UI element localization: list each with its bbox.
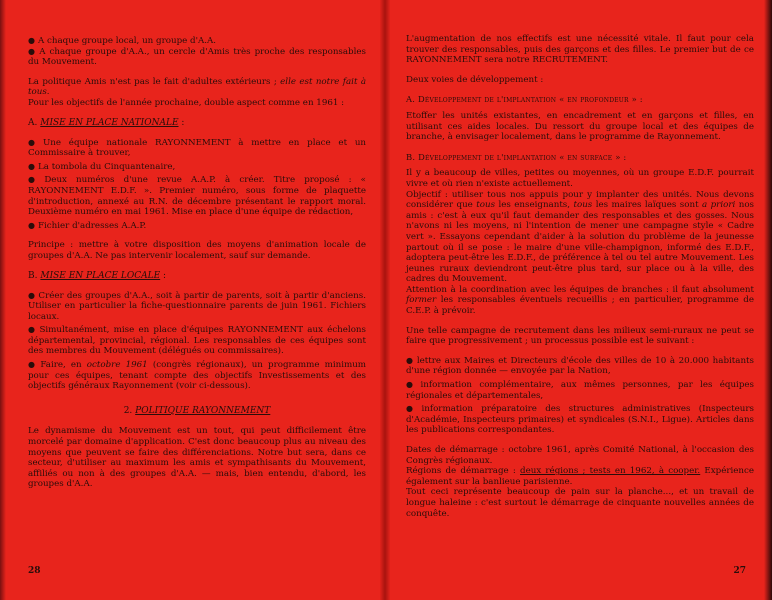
- text-span: Objectif : utiliser tous nos appuis pour y implanter des unités. Nous devons considérer que: [406, 189, 754, 211]
- italic-span: tous: [476, 200, 496, 211]
- paragraph-augmentation: L'augmentation de nos effectifs est une nécessité vitale. Il faut pour cela trouver des responsables, puis des garçons et des filles. Le premier but de ce RAYONNEMENT sera notre RECRUTEMENT.: [406, 34, 754, 66]
- section-heading-b: [28, 271, 366, 282]
- bullet-text: lettre aux Maires et Directeurs d'école des villes de 10 à 20.000 habitants d'une région donnée — envoyée par la Nation,: [406, 355, 755, 377]
- bullet-text: Simultanément, mise en place d'équipes RAYONNEMENT aux échelons départemental, provincial, régional. Les responsables de ces équipes sont des membres du Mouvement (délégués ou commissaires).: [28, 325, 366, 357]
- section-heading-a: [28, 118, 366, 129]
- heading-prefix: A.: [28, 117, 38, 128]
- list-item: ● Créer des groupes d'A.A., soit à partir de parents, soit à partir d'anciens. Utiliser en particulier la fiche-questionnaire parents de juin 1961. Fichiers locaux.: [28, 290, 366, 322]
- subheading-b: B. Développement de l'implantation « en surface » :: [406, 151, 627, 162]
- paragraph-principe: Principe : mettre à votre disposition des moyens d'animation locale de groupes d'A.A. Ne pas intervenir localement, sauf sur demande.: [28, 240, 366, 261]
- right-page-edge: [764, 0, 772, 600]
- heading-suffix: :: [181, 117, 185, 128]
- section-title-text: POLITIQUE RAYONNEMENT: [135, 405, 271, 416]
- italic-span: octobre 1961: [86, 360, 148, 371]
- bullet-text: Deux numéros d'une revue A.A.P. à créer. Titre proposé : « RAYONNEMENT E.D.F. ». Premier numéro, sous forme de plaquette d'introduction, annexé au R.N. de décembre présentant le rapport moral. Deuxième numéro en mai 1961. Mise en place d'une équipe de rédaction,: [28, 175, 367, 218]
- paragraph-etoffer: Etoffer les unités existantes, en encadrement et en garçons et filles, en utilisant ces aides locales. Du ressort du groupe local et des équipes de branche, à envisager localement, dans le programme de Rayonnement.: [406, 110, 754, 143]
- list-item: ● information préparatoire des structures administratives (Inspecteurs d'Académie, Inspecteurs primaires) et syndicales (S.N.I., Ligue). Articles dans les publications correspondantes.: [406, 404, 755, 436]
- text-span: nos amis : c'est à eux qu'il faut demander des responsables et des gosses. Nous n'avons ni les moyens, ni l'intention de mener une campagne style « Cadre vert ». Essayons cependant d'aider à la solution du problème de la jeunesse partout où il se pose : le maire d'une ville-champignon, informé des E.D.F., adoptera peut-être les E.D.F., de préférence à tel ou tel autre Mouvement. Les jeunes ruraux deviendront peut-être plus tard, sur place ou à la ville, des cadres du Mouvement.: [406, 200, 755, 285]
- text-span: La politique Amis n'est pas le fait d'adultes extérieurs ;: [28, 76, 277, 87]
- italic-span: elle est notre fait à tous.: [28, 76, 366, 98]
- list-item: ● information complémentaire, aux mêmes personnes, par les équipes régionales et départementales,: [406, 380, 754, 401]
- paragraph-campagne: Une telle campagne de recrutement dans les milieux semi-ruraux ne peut se faire que progressivement ; un processus possible est le suivant :: [406, 325, 754, 347]
- heading-text: MISE EN PLACE NATIONALE: [40, 117, 179, 128]
- text-span: les responsables éventuels recueillis ; en particulier, programme de C.E.P. à prévoir.: [406, 295, 754, 317]
- heading-prefix: B.: [28, 270, 38, 281]
- paragraph-deux-voies: Deux voies de développement :: [406, 74, 544, 85]
- text-span: (congrès régionaux), un programme minimum pour ces équipes, tenant compte des objectifs Investissements et des objectifs généraux Rayonnement (voir ci-dessous).: [28, 360, 367, 392]
- italic-span: former: [406, 295, 437, 306]
- left-page: [0, 0, 384, 600]
- text-span: les enseignants,: [498, 200, 571, 211]
- section-number: 2.: [123, 405, 133, 416]
- section-2-title: [28, 406, 366, 417]
- underlined-span: deux régions ; tests en 1962, à cooper.: [520, 466, 701, 477]
- list-item: ● Une équipe nationale RAYONNEMENT à mettre en place et un Commissaire à trouver,: [28, 137, 367, 159]
- list-item: ● A chaque groupe d'A.A., un cercle d'Amis très proche des responsables du Mouvement.: [28, 46, 366, 68]
- page-number: 28: [28, 566, 41, 576]
- list-item: ● lettre aux Maires et Directeurs d'école des villes de 10 à 20.000 habitants d'une région donnée — envoyée par la Nation,: [406, 355, 755, 377]
- book-gutter: [380, 0, 390, 600]
- bullet-text: information préparatoire des structures administratives (Inspecteurs d'Académie, Inspecteurs primaires) et syndicales (S.N.I., Ligue). Articles dans les publications correspondantes.: [406, 404, 755, 436]
- list-item: ● Fichier d'adresses A.A.P.: [28, 220, 147, 231]
- subheading-a: A. Développement de l'implantation « en profondeur » :: [406, 94, 643, 105]
- paragraph-attention: [406, 285, 754, 317]
- paragraph-politique: [28, 77, 366, 98]
- italic-span: tous: [573, 200, 593, 211]
- text-span: les maires laïques sont: [595, 200, 699, 211]
- heading-suffix: :: [163, 270, 167, 281]
- paragraph-regions: [406, 466, 754, 487]
- paragraph-dynamisme: Le dynamisme du Mouvement est un tout, qui peut difficilement être morcelé par domaine d'application. C'est donc beaucoup plus au niveau des moyens que peuvent se faire des différenciations. Notre but sera, dans ce secteur, d'utiliser au maximum les amis et sympathisants du Mouvement, affiliés ou non à des groupes d'A.A. — mais, bien entendu, d'abord, les groupes d'A.A.: [28, 426, 366, 490]
- text-span: Attention à la coordination avec les équipes de branches : il faut absolument: [406, 284, 754, 295]
- paragraph-dates: Dates de démarrage : octobre 1961, après Comité National, à l'occasion des Congrès régionaux.: [406, 445, 754, 466]
- list-item: ● Deux numéros d'une revue A.A.P. à créer. Titre proposé : « RAYONNEMENT E.D.F. ». Premier numéro, sous forme de plaquette d'introduction, annexé au R.N. de décembre présentant le rapport moral. Deuxième numéro en mai 1961. Mise en place d'une équipe de rédaction,: [28, 175, 367, 218]
- right-page: [384, 0, 772, 600]
- paragraph-objectif: [406, 190, 754, 285]
- list-item: ● A chaque groupe local, un groupe d'A.A.: [28, 36, 217, 46]
- bullet-text: A chaque groupe d'A.A., un cercle d'Amis très proche des responsables du Mouvement.: [28, 46, 366, 68]
- heading-text: MISE EN PLACE LOCALE: [40, 270, 161, 281]
- bullet-text: A chaque groupe local, un groupe d'A.A.: [37, 36, 217, 46]
- bullet-text: Une équipe nationale RAYONNEMENT à mettre en place et un Commissaire à trouver,: [28, 137, 367, 159]
- text-span: Régions de démarrage :: [406, 466, 516, 477]
- list-item: ● La tombola du Cinquantenaire,: [28, 161, 176, 172]
- bullet-text: Créer des groupes d'A.A., soit à partir de parents, soit à partir d'anciens. Utiliser en particulier la fiche-questionnaire parents de juin 1961. Fichiers locaux.: [28, 290, 366, 322]
- bullet-text: Fichier d'adresses A.A.P.: [37, 220, 147, 231]
- page-number: 27: [733, 566, 746, 576]
- list-item: ● Simultanément, mise en place d'équipes RAYONNEMENT aux échelons départemental, provincial, régional. Les responsables de ces équipes sont des membres du Mouvement (délégués ou commissaires).: [28, 325, 366, 357]
- bullet-text: information complémentaire, aux mêmes personnes, par les équipes régionales et départementales,: [406, 380, 754, 401]
- text-span: Expérience également sur la banlieue parisienne.: [406, 466, 755, 487]
- paragraph-villes: Il y a beaucoup de villes, petites ou moyennes, où un groupe E.D.F. pourrait vivre et où rien n'existe actuellement.: [406, 168, 754, 189]
- paragraph-objectifs: Pour les objectifs de l'année prochaine, double aspect comme en 1961 :: [28, 97, 345, 108]
- paragraph-tout-ceci: Tout ceci représente beaucoup de pain sur la planche..., et un travail de longue haleine : c'est surtout le démarrage de cinquante nouvelles années de conquête.: [406, 487, 754, 519]
- italic-span: a priori: [702, 200, 736, 211]
- list-item: ● Faire, en octobre 1961 (congrès régionaux), un programme minimum pour ces équipes, tenant compte des objectifs Investissements et des objectifs généraux Rayonnement (voir ci-dessous).: [28, 360, 367, 392]
- bullet-text: La tombola du Cinquantenaire,: [37, 161, 176, 172]
- text-span: Faire, en: [40, 360, 82, 371]
